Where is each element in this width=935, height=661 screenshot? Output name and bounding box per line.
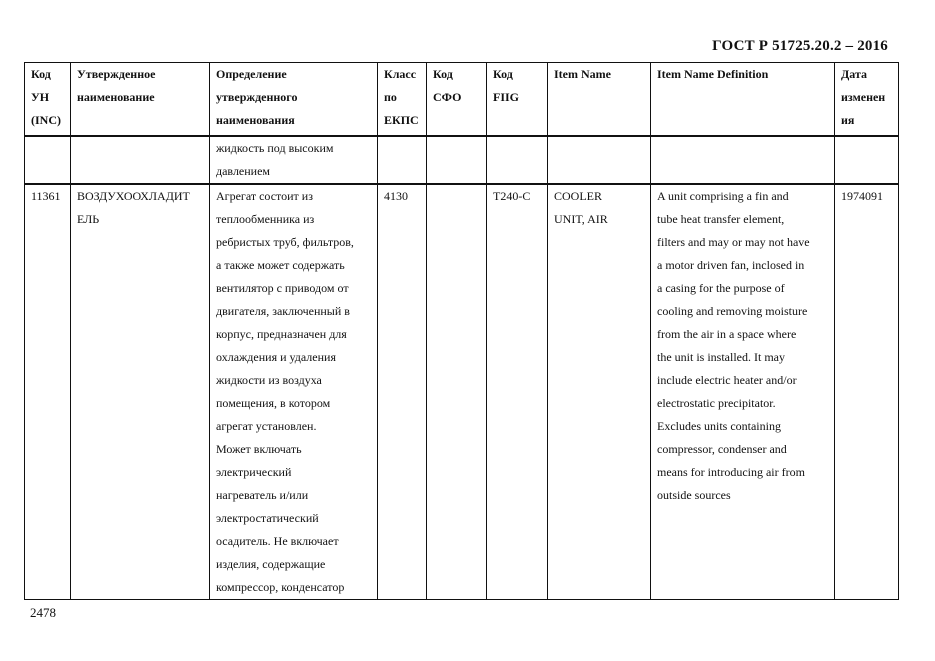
cell-fiig-code — [487, 136, 548, 184]
page-number: 2478 — [30, 605, 56, 620]
cell-ekps-class — [378, 136, 427, 184]
column-header-change-date: Дата изменен ия — [835, 63, 899, 137]
cell-item-name — [548, 136, 651, 184]
column-header-approved-name: Утвержденное наименование — [71, 63, 210, 137]
column-header-sfo-code: Код СФО — [427, 63, 487, 137]
cell-approved-name — [71, 136, 210, 184]
column-header-ekps-class: Класс по ЕКПС — [378, 63, 427, 137]
cell-inc — [25, 136, 71, 184]
column-header-fiig-code: Код FIIG — [487, 63, 548, 137]
cell-sfo-code — [427, 136, 487, 184]
cell-fiig-code: T240-C — [487, 184, 548, 600]
column-header-item-name-definition: Item Name Definition — [651, 63, 835, 137]
cell-definition: жидкость под высоким давлением — [210, 136, 378, 184]
table-row-continuation — [25, 136, 899, 184]
cell-change-date — [835, 136, 899, 184]
column-header-item-name: Item Name — [548, 63, 651, 137]
document-title: ГОСТ Р 51725.20.2 – 2016 — [712, 38, 888, 54]
table-header-row — [25, 63, 899, 137]
cell-change-date: 1974091 — [835, 184, 899, 600]
cell-item-name: COOLER UNIT, AIR — [548, 184, 651, 600]
cell-inc: 11361 — [25, 184, 71, 600]
classification-table — [24, 62, 899, 600]
cell-approved-name: ВОЗДУХООХЛАДИТ ЕЛЬ — [71, 184, 210, 600]
cell-sfo-code — [427, 184, 487, 600]
cell-definition: Агрегат состоит из теплообменника из ребристых труб, фильтров, а также может содержать вентилятор с приводом от двигателя, заключенный в корпус, предназначен для охлаждения и удаления жидкости из воздуха помещения, в котором агрегат установлен. Может включать электрический нагреватель и/или электростатический осадитель. Не включает изделия, содержащие компрессор, конденсатор — [210, 184, 378, 600]
column-header-inc: Код УН (INC) — [25, 63, 71, 137]
column-header-definition: Определение утвержденного наименования — [210, 63, 378, 137]
cell-item-name-definition — [651, 136, 835, 184]
table-row-entry — [25, 184, 899, 600]
cell-item-name-definition: A unit comprising a fin and tube heat transfer element, filters and may or may not have a motor driven fan, inclosed in a casing for the purpose of cooling and removing moisture from the air in a space where the unit is installed. It may include electric heater and/or electrostatic precipitator. Excludes units containing compressor, condenser and means for introducing air from outside sources — [651, 184, 835, 600]
cell-ekps-class: 4130 — [378, 184, 427, 600]
